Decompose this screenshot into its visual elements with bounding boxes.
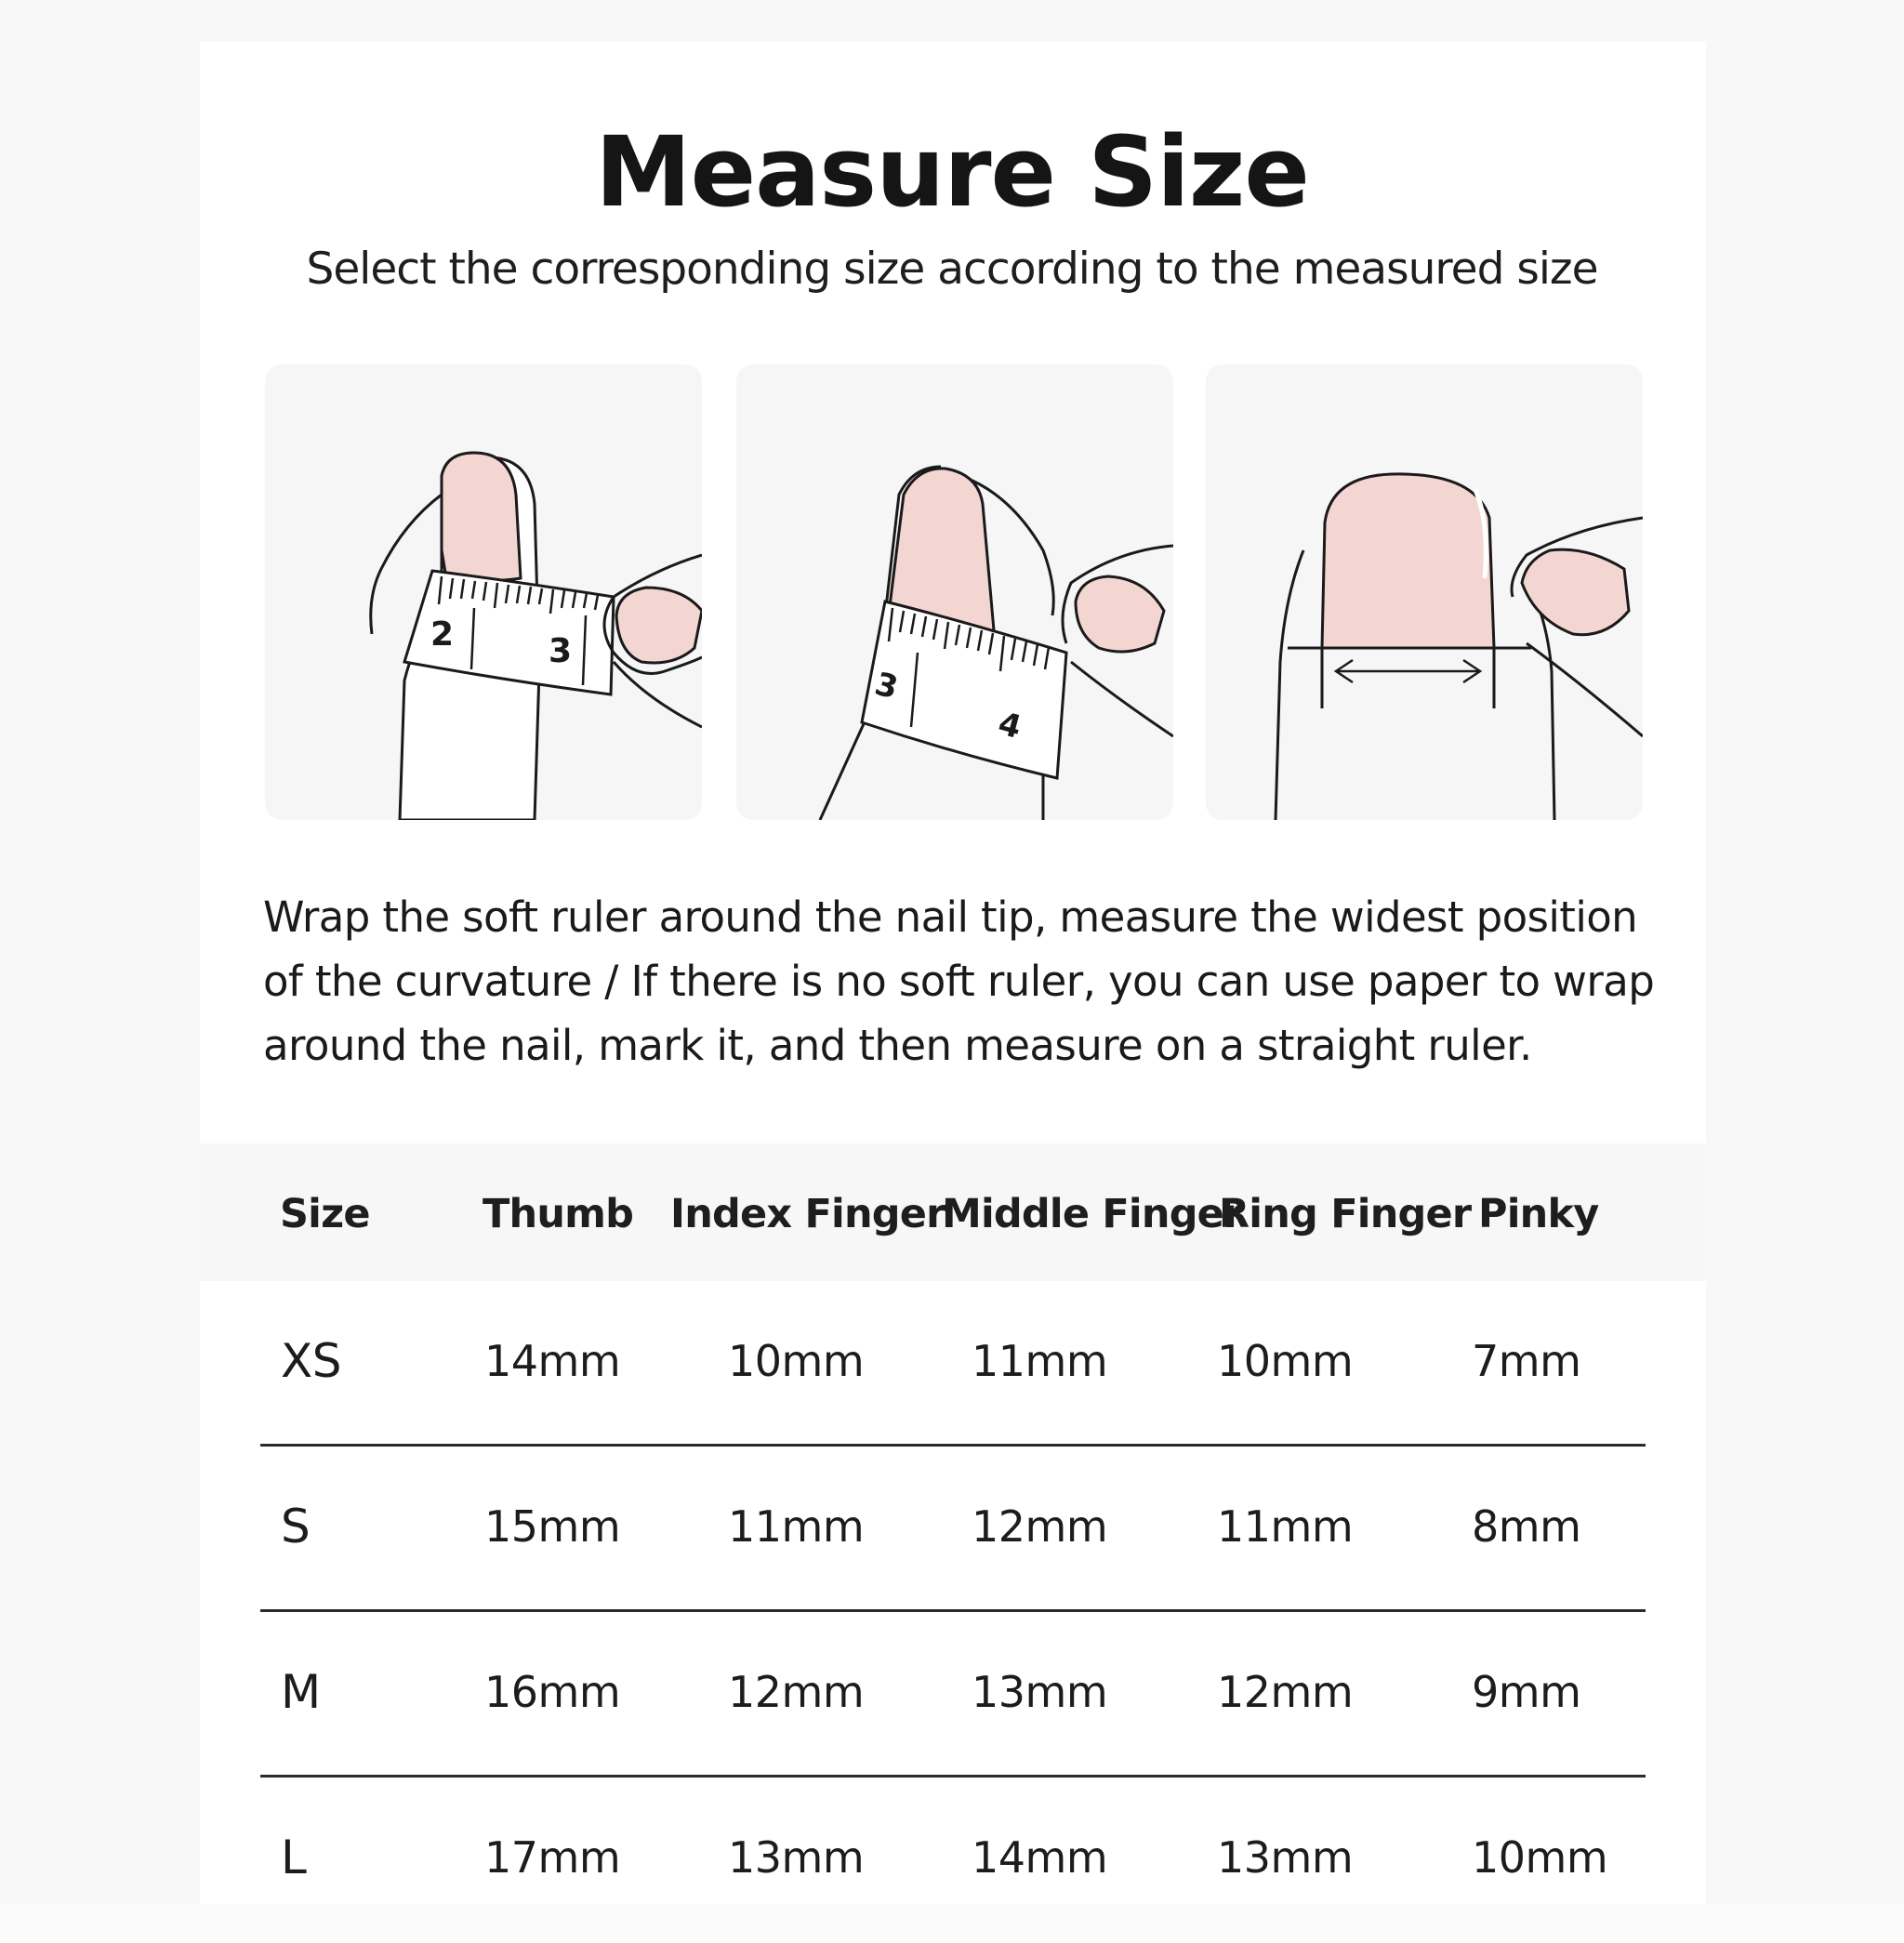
table-header-row xyxy=(200,1143,1706,1281)
table-cell: 13mm xyxy=(728,1832,865,1883)
table-cell: 14mm xyxy=(484,1336,621,1386)
table-row xyxy=(260,1447,1646,1612)
table-cell: 11mm xyxy=(1217,1501,1354,1552)
instruction-line: Wrap the soft ruler around the nail tip, measure the widest position xyxy=(263,892,1638,942)
ruler-mark-label: 2 xyxy=(430,615,455,654)
table-cell: 11mm xyxy=(972,1336,1108,1386)
size-label: M xyxy=(281,1665,321,1719)
ruler-mark-label: 3 xyxy=(870,665,903,707)
table-row xyxy=(260,1612,1646,1778)
table-cell: 14mm xyxy=(972,1832,1108,1883)
column-header-ring-finger: Ring Finger xyxy=(1219,1191,1472,1237)
size-label: S xyxy=(281,1500,311,1553)
table-cell: 7mm xyxy=(1472,1336,1581,1386)
illustration-nail-width xyxy=(1206,364,1643,820)
table-cell: 10mm xyxy=(728,1336,865,1386)
size-label: XS xyxy=(281,1334,341,1388)
measurement-illustrations xyxy=(265,364,1643,820)
ruler-mark-label: 4 xyxy=(994,705,1025,747)
measurement-instructions xyxy=(263,885,1658,1077)
instruction-line: of the curvature / If there is no soft ruler, you can use paper to wrap xyxy=(263,957,1655,1006)
table-cell: 12mm xyxy=(1217,1667,1354,1717)
illustration-finger-ruler xyxy=(736,364,1173,820)
nail-width-drawing xyxy=(1206,364,1643,820)
table-cell: 9mm xyxy=(1472,1667,1581,1717)
table-cell: 12mm xyxy=(728,1667,865,1717)
column-header-pinky: Pinky xyxy=(1478,1191,1599,1237)
table-cell: 12mm xyxy=(972,1501,1108,1552)
ruler-mark-label: 3 xyxy=(549,632,573,670)
table-cell: 13mm xyxy=(1217,1832,1354,1883)
column-header-size: Size xyxy=(280,1191,370,1237)
instruction-line: around the nail, mark it, and then measure on a straight ruler. xyxy=(263,1021,1532,1070)
column-header-thumb: Thumb xyxy=(483,1191,634,1237)
finger-ruler-drawing xyxy=(736,364,1173,820)
size-label: L xyxy=(281,1831,307,1884)
page-subtitle: Select the corresponding size according to the measured size xyxy=(306,244,1598,295)
table-row xyxy=(260,1778,1646,1943)
table-cell: 8mm xyxy=(1472,1501,1581,1552)
table-cell: 16mm xyxy=(484,1667,621,1717)
column-header-index-finger: Index Finger xyxy=(670,1191,945,1237)
table-cell: 17mm xyxy=(484,1832,621,1883)
column-header-middle-finger: Middle Finger xyxy=(942,1191,1243,1237)
table-cell: 10mm xyxy=(1217,1336,1354,1386)
table-cell: 10mm xyxy=(1472,1832,1608,1883)
table-cell: 13mm xyxy=(972,1667,1108,1717)
table-cell: 15mm xyxy=(484,1501,621,1552)
page-title: Measure Size xyxy=(595,115,1309,229)
table-cell: 11mm xyxy=(728,1501,865,1552)
illustration-thumb-ruler xyxy=(265,364,702,820)
table-row xyxy=(260,1281,1646,1447)
thumb-ruler-drawing xyxy=(265,364,702,820)
